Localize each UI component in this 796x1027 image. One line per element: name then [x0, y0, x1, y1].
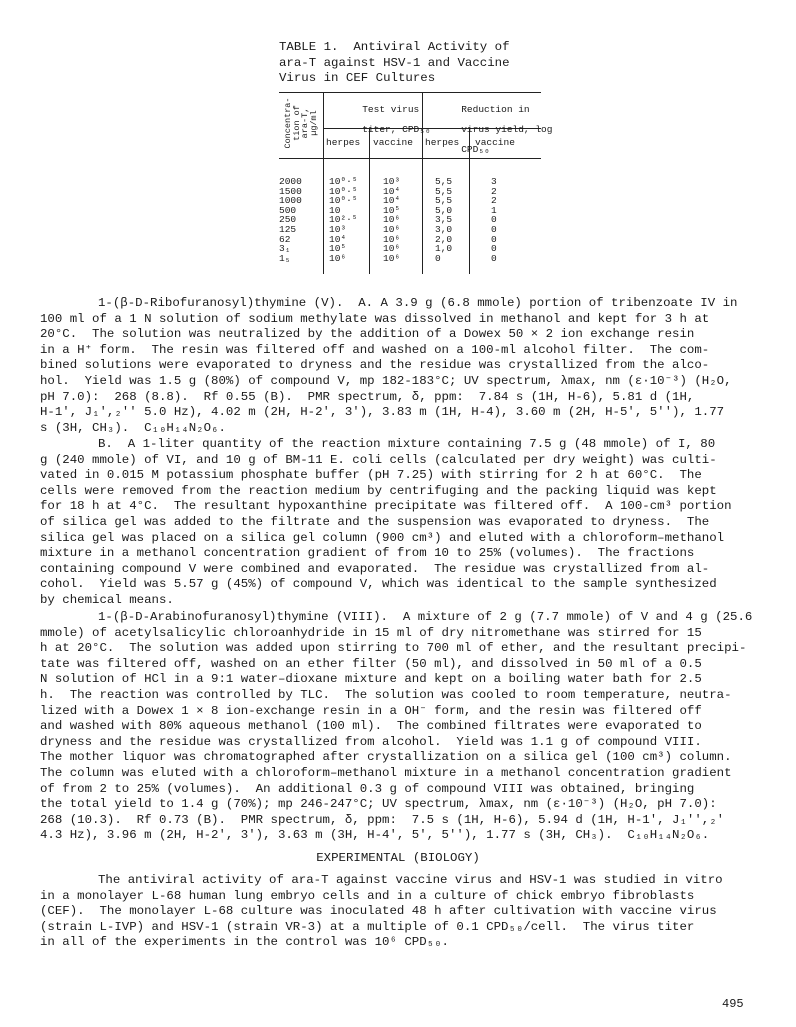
- table-cell: 10⁴: [383, 195, 401, 207]
- text-line: 268 (10.3). Rf 0.73 (B). PMR spectrum, δ, ppm: 7.5 s (1H, H-6), 5.94 d (1H, H-1', J₁'',₂': [40, 812, 725, 827]
- table-caption: [279, 40, 539, 87]
- subheader-titer-vaccine: vaccine: [373, 137, 413, 148]
- table-stub-rule: [323, 92, 324, 274]
- table-cell: 10⁵: [383, 204, 401, 216]
- text-line: s (3H, CH₃). C₁₀H₁₄N₂O₆.: [40, 420, 226, 435]
- text-line: 100 ml of a 1 N solution of sodium methylate was dissolved in methanol and kept for 3 h at: [40, 311, 710, 326]
- table-cell: 0: [491, 214, 497, 226]
- table-cell: 250: [279, 214, 297, 226]
- table-cell: 10⁶: [383, 252, 401, 264]
- text-line: N solution of HCl in a 9:1 water–dioxane mixture and kept on a boiling water bath for 2.5: [40, 672, 702, 687]
- text-line: in a monolayer L-68 human lung embryo cells and in a culture of chick embryo fibroblasts: [40, 888, 695, 903]
- subheader-reduction-vaccine: vaccine: [475, 137, 515, 148]
- paragraph-biology: [40, 873, 780, 951]
- table-cell: 10⁶: [329, 252, 347, 264]
- text-line: (CEF). The monolayer L-68 culture was inoculated 48 h after cultivation with vaccine virus: [40, 904, 717, 919]
- text-line: h. The reaction was controlled by TLC. The solution was cooled to room temperature, neutra-: [40, 687, 732, 702]
- reduction-group-header: Reduction in virus yield, log CPD₅₀: [461, 104, 553, 155]
- caption-line: ara-T against HSV-1 and Vaccine: [279, 55, 510, 70]
- text-line: dryness and the residue was crystallized from alcohol. Yield was 1.1 g of compound VIII.: [40, 734, 702, 749]
- table-cell: 1500: [279, 185, 302, 197]
- column-concentration: [279, 177, 302, 263]
- text-line: and washed with 80% aqueous methanol (100 ml). The combined filtrates were evaporated to: [40, 719, 702, 734]
- text-line: for 18 h at 4°C. The resultant hypoxanthine precipitate was filtered off. A 100-cm³ portion: [40, 499, 732, 514]
- table-cell: 10³: [383, 176, 401, 187]
- table-cell: 10³: [329, 223, 347, 235]
- table-cell: 62: [279, 233, 291, 245]
- text-line: pH 7.0): 268 (8.8). Rf 0.55 (B). PMR spectrum, δ, ppm: 7.84 s (1H, H-6), 5.81 d (1H,: [40, 389, 695, 404]
- table-cell: 5,5: [435, 185, 453, 197]
- table-cell: 125: [279, 223, 297, 235]
- table-cell: 3,5: [435, 214, 453, 226]
- text-line: B. A 1-liter quantity of the reaction mixture containing 7.5 g (48 mmole) of I, 80: [98, 437, 716, 451]
- table-cell: 0: [491, 243, 497, 255]
- table-cell: 10⁴: [329, 233, 347, 245]
- table-cell: 0: [491, 233, 497, 245]
- table-top-rule: [279, 92, 541, 93]
- stub-header: Concentra- tion of ara-T, µg/ml: [283, 97, 319, 149]
- table-cell: 1000: [279, 195, 302, 207]
- table-cell: 1₅: [279, 252, 291, 264]
- table-cell: 2,0: [435, 233, 453, 245]
- text-line: The antiviral activity of ara-T against vaccine virus and HSV-1 was studied in vitro: [98, 873, 723, 887]
- table-cell: 2000: [279, 176, 302, 187]
- table-cell: 10⁰·⁵: [329, 185, 358, 197]
- text-line: 4.3 Hz), 3.96 m (2H, H-2', 3'), 3.63 m (3H, H-4', 5', 5''), 1.77 s (3H, CH₃). C₁₀H₁₄N₂O₆.: [40, 828, 710, 843]
- text-line: cohol. Yield was 5.57 g (45%) of compound V, which was identical to the sample synthesized: [40, 577, 717, 592]
- text-line: cells were removed from the reaction medium by centrifuging and the packing liquid was kept: [40, 483, 717, 498]
- antiviral-table: [279, 92, 553, 274]
- text-line: containing compound V were combined and evaporated. The residue was crystallized from al-: [40, 561, 710, 576]
- text-line: g (240 mmole) of VI, and 10 g of BM-11 E. coli cells (calculated per dry weight) was culti-: [40, 452, 717, 467]
- paragraph-ribofuranosyl-thymine: [40, 296, 780, 436]
- text-line: mmole) of acetylsalicylic chloroanhydride in 15 ml of dry nitromethane was stirred for 15: [40, 625, 702, 640]
- table-cell: 10⁰·⁵: [329, 176, 358, 187]
- paragraph-method-b: [40, 437, 780, 609]
- text-line: in all of the experiments in the control was 10⁶ CPD₅₀.: [40, 935, 449, 950]
- table-cell: 10⁰·⁵: [329, 195, 358, 207]
- table-column-rule: [369, 128, 370, 274]
- table-cell: 3₁: [279, 243, 291, 255]
- column-titer-vaccine: [383, 177, 400, 263]
- text-line: mixture in a methanol concentration gradient of from 10 to 25% (volumes). The fractions: [40, 546, 695, 561]
- text-line: the total yield to 1.4 g (70%); mp 246-247°C; UV spectrum, λmax, nm (ε·10⁻³) (H₂O, pH 7.0):: [40, 797, 717, 812]
- text-line: of silica gel was added to the filtrate and the suspension was evaporated to dryness. The: [40, 514, 710, 529]
- text-line: of from 2 to 25% (volumes). An additional 0.3 g of compound VIII was obtained, bringing: [40, 781, 695, 796]
- table-cell: 10⁶: [383, 223, 401, 235]
- table-cell: 10: [329, 204, 341, 216]
- text-line: 1-(β-D-Arabinofuranosyl)thymine (VIII). A mixture of 2 g (7.7 mmole) of V and 4 g (25.6: [98, 610, 753, 624]
- table-cell: 10⁶: [383, 214, 401, 226]
- column-reduction-vaccine: [491, 177, 497, 263]
- column-reduction-herpes: [435, 177, 452, 263]
- caption-line: TABLE 1. Antiviral Activity of: [279, 40, 510, 54]
- text-line: vated in 0.015 M potassium phosphate buffer (pH 7.25) with stirring for 2 h at 60°C. The: [40, 468, 702, 483]
- table-cell: 2: [491, 185, 497, 197]
- table-cell: 500: [279, 204, 297, 216]
- column-titer-herpes: [329, 177, 358, 263]
- text-line: hol. Yield was 1.5 g (80%) of compound V, mp 182-183°C; UV spectrum, λmax, nm (ε·10⁻³) (H₂O,: [40, 373, 732, 388]
- subheader-titer-herpes: herpes: [326, 137, 361, 148]
- table-cell: 0: [491, 223, 497, 235]
- table-cell: 10⁴: [383, 185, 401, 197]
- subheader-reduction-herpes: herpes: [425, 137, 460, 148]
- table-cell: 1,0: [435, 243, 453, 255]
- text-line: in a H⁺ form. The resin was filtered off and washed on a 100-ml alcohol filter. The com-: [40, 342, 710, 357]
- text-line: (strain L-IVP) and HSV-1 (strain VR-3) at a multiple of 0.1 CPD₅₀/cell. The virus titer: [40, 919, 695, 934]
- table-cell: 10⁵: [329, 243, 347, 255]
- table-cell: 10²·⁵: [329, 214, 358, 226]
- table-cell: 3,0: [435, 223, 453, 235]
- table-cell: 1: [491, 204, 497, 216]
- text-line: bined solutions were evaporated to dryness and the residue was crystallized from the alco-: [40, 358, 710, 373]
- text-line: The mother liquor was chromatographed after crystallization on a silica gel (100 cm³) column.: [40, 750, 732, 765]
- text-line: 20°C. The solution was neutralized by the addition of a Dowex 50 × 2 ion exchange resin: [40, 327, 695, 342]
- section-heading: EXPERIMENTAL (BIOLOGY): [316, 851, 480, 865]
- paragraph-arabinofuranosyl-thymine: [40, 610, 780, 844]
- text-line: lized with a Dowex 1 × 8 ion-exchange resin in a OH⁻ form, and the resin was filtered off: [40, 703, 702, 718]
- text-line: tate was filtered off, washed on an ether filter (50 ml), and dissolved in 50 ml of a 0.5: [40, 656, 702, 671]
- text-line: silica gel was placed on a silica gel column (900 cm³) and eluted with a chloroform–methanol: [40, 530, 725, 545]
- page-number: 495: [722, 997, 744, 1011]
- table-cell: 3: [491, 176, 497, 187]
- table-cell: 0: [491, 252, 497, 264]
- table-cell: 0: [435, 252, 441, 264]
- text-line: 1-(β-D-Ribofuranosyl)thymine (V). A. A 3.9 g (6.8 mmole) portion of tribenzoate IV in: [98, 296, 738, 310]
- table-cell: 5,5: [435, 176, 453, 187]
- text-line: by chemical means.: [40, 592, 174, 607]
- table-cell: 5,5: [435, 195, 453, 207]
- caption-line: Virus in CEF Cultures: [279, 71, 436, 85]
- table-cell: 10⁶: [383, 233, 401, 245]
- table-cell: 5,0: [435, 204, 453, 216]
- table-cell: 2: [491, 195, 497, 207]
- text-line: The column was eluted with a chloroform–methanol mixture in a methanol concentration gradient: [40, 765, 732, 780]
- titer-group-header: Test virus titer, CPD₅₀: [362, 104, 431, 135]
- table-cell: 10⁶: [383, 243, 401, 255]
- text-line: h at 20°C. The solution was added upon stirring to 700 ml of ether, and the resultant precipi-: [40, 641, 747, 656]
- text-line: H-1', J₁',₂'' 5.0 Hz), 4.02 m (2H, H-2', 3'), 3.83 m (1H, H-4), 3.60 m (2H, H-5', 5''), 1.77: [40, 405, 725, 420]
